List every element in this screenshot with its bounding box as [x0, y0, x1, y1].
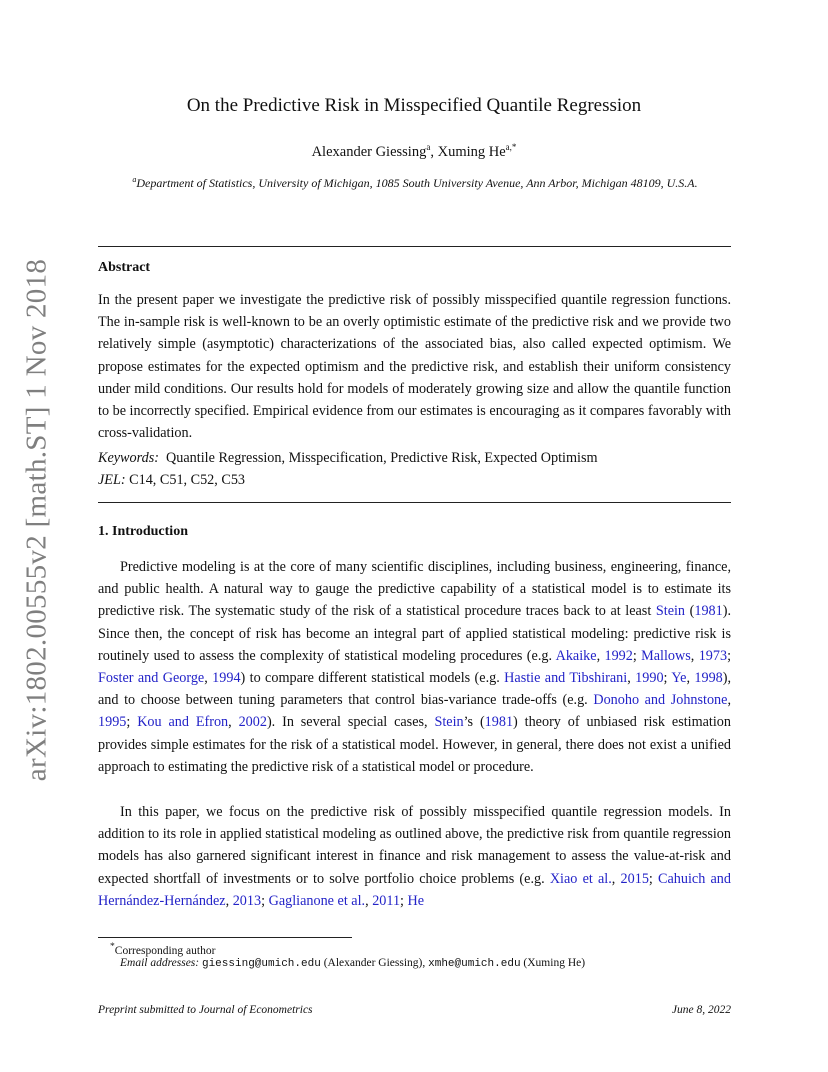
footnote-mark: *: [110, 941, 115, 952]
text-run: ;: [663, 670, 672, 687]
citation-link[interactable]: 1998: [694, 670, 723, 687]
text-run: ,: [611, 870, 621, 887]
text-run: ) theory of unbiased risk estimation provides simple estimates for the risk of a statistical model. However, in general, there does not exist a unified approach to estimating the predictive risk of a statistical model or procedure.: [98, 714, 731, 775]
affiliation-text: Department of Statistics, University of Michigan, 1085 South University Avenue, Ann Arbor, Michigan 48109, U.S.A.: [136, 176, 698, 190]
author-affil-mark: a,*: [505, 142, 517, 152]
text-run: ,: [596, 647, 605, 664]
jel-codes: [98, 472, 245, 489]
citation-link[interactable]: Akaike: [555, 647, 597, 664]
email-link[interactable]: xmhe@umich.edu: [428, 958, 521, 970]
citation-link[interactable]: 1995: [98, 714, 127, 731]
intro-paragraph-2: [98, 801, 731, 912]
text-run: In this paper, we focus on the predictive risk of possibly misspecified quantile regression models. In addition to its role in applied statistical modeling as outlined above, the predictive risk from quantile regression models has also garnered significant interest in finance and risk management to assess the value-at-risk and expected shortfall of investments or to solve portfolio choice problems (e.g.: [98, 804, 731, 887]
citation-link[interactable]: Stein: [434, 714, 464, 731]
email-link[interactable]: giessing@umich.edu: [201, 958, 321, 970]
text-run: ;: [400, 892, 408, 909]
text-run: ;: [727, 647, 732, 664]
citation-link[interactable]: 1973: [698, 647, 728, 664]
text-run: ,: [204, 670, 213, 687]
affiliation-mark: a: [132, 175, 137, 184]
citation-link[interactable]: 1981: [484, 714, 514, 731]
citation-link[interactable]: 1994: [212, 670, 241, 687]
citation-link[interactable]: 1992: [604, 647, 633, 664]
citation-link[interactable]: Foster and George: [98, 670, 205, 687]
text-run: ,: [225, 892, 233, 909]
text-run: ,: [690, 647, 699, 664]
text-run: Predictive modeling is at the core of many scientific disciplines, including business, engineering, finance, and public health. A natural way to gauge the predictive capability of a statistical model is to estimate its predictive risk. The systematic study of the risk of a statistical procedure traces back to at least: [98, 559, 731, 620]
citation-link[interactable]: 1990: [635, 670, 664, 687]
text-run: ,: [727, 692, 731, 709]
text-run: ,: [627, 670, 636, 687]
keywords-label: Keywords:: [98, 450, 159, 466]
citation-link[interactable]: Stein: [655, 603, 686, 620]
citation-link[interactable]: Kou and Efron: [137, 714, 229, 731]
email-owner: (Alexander Giessing),: [323, 957, 426, 969]
footnote-corresponding: [110, 941, 215, 957]
text-run: ’s (: [463, 714, 485, 731]
preprint-note: Preprint submitted to Journal of Econometrics: [98, 1004, 313, 1016]
citation-link[interactable]: 2013: [232, 892, 262, 909]
text-run: ;: [261, 892, 269, 909]
author-name: Xuming He: [437, 143, 506, 160]
text-run: ,: [686, 670, 695, 687]
text-run: ;: [648, 870, 659, 887]
jel-text: C14, C51, C52, C53: [129, 472, 246, 488]
author-name: Alexander Giessing: [311, 143, 427, 160]
text-run: ,: [365, 892, 373, 909]
author-affil-mark: a: [426, 142, 431, 152]
text-run: ) to compare different statistical models (e.g.: [240, 670, 505, 687]
keywords: [98, 450, 598, 467]
citation-link[interactable]: Cahuich and Hernández-Hernández: [98, 870, 731, 909]
text-run: ), and to choose between tuning parameters that control bias-variance trade-offs (e.g.: [98, 670, 732, 709]
email-label: Email addresses:: [120, 957, 200, 969]
paper-title: On the Predictive Risk in Misspecified Quantile Regression: [186, 95, 642, 116]
citation-link[interactable]: 1981: [694, 603, 723, 620]
citation-link[interactable]: Xiao et al.: [549, 870, 612, 887]
arxiv-identifier: [15, 258, 59, 782]
text-run: (: [685, 603, 695, 620]
citation-link[interactable]: Ye: [671, 670, 687, 687]
intro-paragraph-1: [98, 556, 731, 778]
preprint-date: June 8, 2022: [671, 1004, 731, 1016]
text-run: ,: [228, 714, 239, 731]
author-list: Alexander Giessing$^a$, Xuming $He^{a,*}$: [311, 142, 517, 160]
footnote-rule: [98, 937, 352, 938]
citation-link[interactable]: He: [407, 892, 425, 909]
text-run: ;: [632, 647, 642, 664]
citation-link[interactable]: Gaglianone et al.: [268, 892, 366, 909]
abstract-heading: Abstract: [98, 260, 151, 275]
email-owner: (Xuming He): [523, 957, 586, 969]
text-run: ). Since then, the concept of risk has become an integral part of applied statistical modeling: predictive risk is routinely used to assess the complexity of statistical modeling procedures (e.g.: [98, 603, 731, 664]
arxiv-identifier-text: arXiv:1802.00555v2 [math.ST] 1 Nov 2018: [20, 258, 53, 782]
footnote-corresponding-text: Corresponding author: [114, 944, 216, 957]
citation-link[interactable]: Hastie and Tibshirani: [504, 670, 628, 687]
abstract-text: In the present paper we investigate the predictive risk of possibly misspecified quantile regression functions. The in-sample risk is well-known to be an overly optimistic estimate of the predictive risk and we provide two relatively simple (asymptotic) characterizations of the associated bias, also called expected optimism. We propose estimates for the expected optimism and the predictive risk, and establish their uniform consistency under mild conditions. Our results hold for models of moderately growing size and allow the quantile function to be incorrectly specified. Empirical evidence from our estimates is encouraging as it compares favorably with cross-validation.: [98, 292, 731, 442]
abstract-bottom-rule: [98, 502, 731, 503]
keywords-text: Quantile Regression, Misspecification, Predictive Risk, Expected Optimism: [166, 450, 598, 466]
footnote-emails: [120, 957, 585, 970]
jel-label: JEL:: [98, 472, 126, 488]
citation-link[interactable]: 2015: [620, 870, 649, 887]
citation-link[interactable]: 2011: [372, 892, 401, 909]
section-heading: 1. Introduction: [98, 524, 188, 539]
citation-link[interactable]: Donoho and Johnstone: [593, 692, 728, 709]
citation-link[interactable]: Mallows: [641, 647, 691, 664]
citation-link[interactable]: 2002: [238, 714, 267, 731]
text-run: ). In several special cases,: [266, 714, 435, 731]
affiliation: [110, 172, 720, 191]
text-run: ;: [126, 714, 138, 731]
abstract-top-rule: [98, 246, 731, 247]
